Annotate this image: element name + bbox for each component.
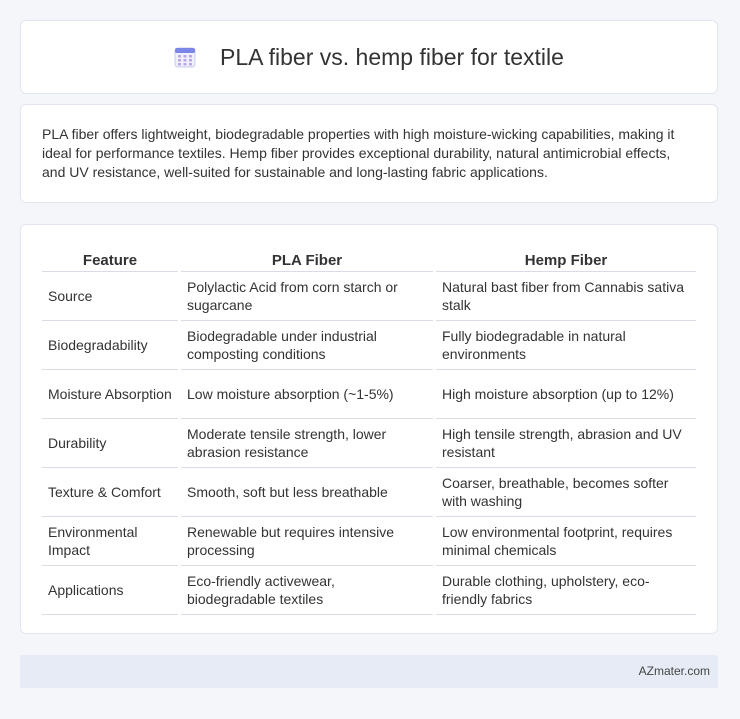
title-card (20, 20, 718, 94)
pla-cell: Moderate tensile strength, lower abrasion resistance (181, 419, 433, 468)
hemp-cell: Coarser, breathable, becomes softer with washing (436, 468, 696, 517)
pla-cell: Low moisture absorption (~1-5%) (181, 370, 433, 419)
table-header-row (42, 245, 696, 272)
table-row (42, 566, 696, 615)
table-row (42, 370, 696, 419)
comparison-card (20, 224, 718, 634)
footer-site[interactable]: AZmater.com (638, 664, 710, 678)
table-row (42, 517, 696, 566)
hemp-cell: High moisture absorption (up to 12%) (436, 370, 696, 419)
hemp-cell: High tensile strength, abrasion and UV resistant (436, 419, 696, 468)
table-row (42, 419, 696, 468)
hemp-cell: Low environmental footprint, requires minimal chemicals (436, 517, 696, 566)
header-hemp: Hemp Fiber (436, 245, 696, 272)
pla-cell: Polylactic Acid from corn starch or sugarcane (181, 272, 433, 321)
feature-cell: Applications (42, 566, 178, 615)
pla-cell: Biodegradable under industrial composting conditions (181, 321, 433, 370)
pla-cell: Renewable but requires intensive processing (181, 517, 433, 566)
page-title: PLA fiber vs. hemp fiber for textile (220, 43, 564, 70)
hemp-cell: Durable clothing, upholstery, eco-friendly fabrics (436, 566, 696, 615)
summary-card (20, 104, 718, 203)
header-pla: PLA Fiber (181, 245, 433, 272)
hemp-cell: Natural bast fiber from Cannabis sativa stalk (436, 272, 696, 321)
pla-cell: Smooth, soft but less breathable (181, 468, 433, 517)
feature-cell: Texture & Comfort (42, 468, 178, 517)
table-row (42, 272, 696, 321)
footer-bar (20, 655, 718, 688)
summary-text: PLA fiber offers lightweight, biodegradable properties with high moisture-wicking capabilities, making it ideal for performance textiles. Hemp fiber provides exceptional durability, natural antimicrobial effects, and UV resistance, well-suited for sustainable and long-lasting fabric applications. (42, 126, 675, 180)
feature-cell: Durability (42, 419, 178, 468)
calendar-icon (174, 46, 196, 68)
hemp-cell: Fully biodegradable in natural environments (436, 321, 696, 370)
feature-cell: Source (42, 272, 178, 321)
table-row (42, 468, 696, 517)
pla-cell: Eco-friendly activewear, biodegradable textiles (181, 566, 433, 615)
table-row (42, 321, 696, 370)
comparison-table (39, 245, 699, 615)
feature-cell: Moisture Absorption (42, 370, 178, 419)
feature-cell: Biodegradability (42, 321, 178, 370)
header-feature: Feature (42, 245, 178, 272)
feature-cell: Environmental Impact (42, 517, 178, 566)
